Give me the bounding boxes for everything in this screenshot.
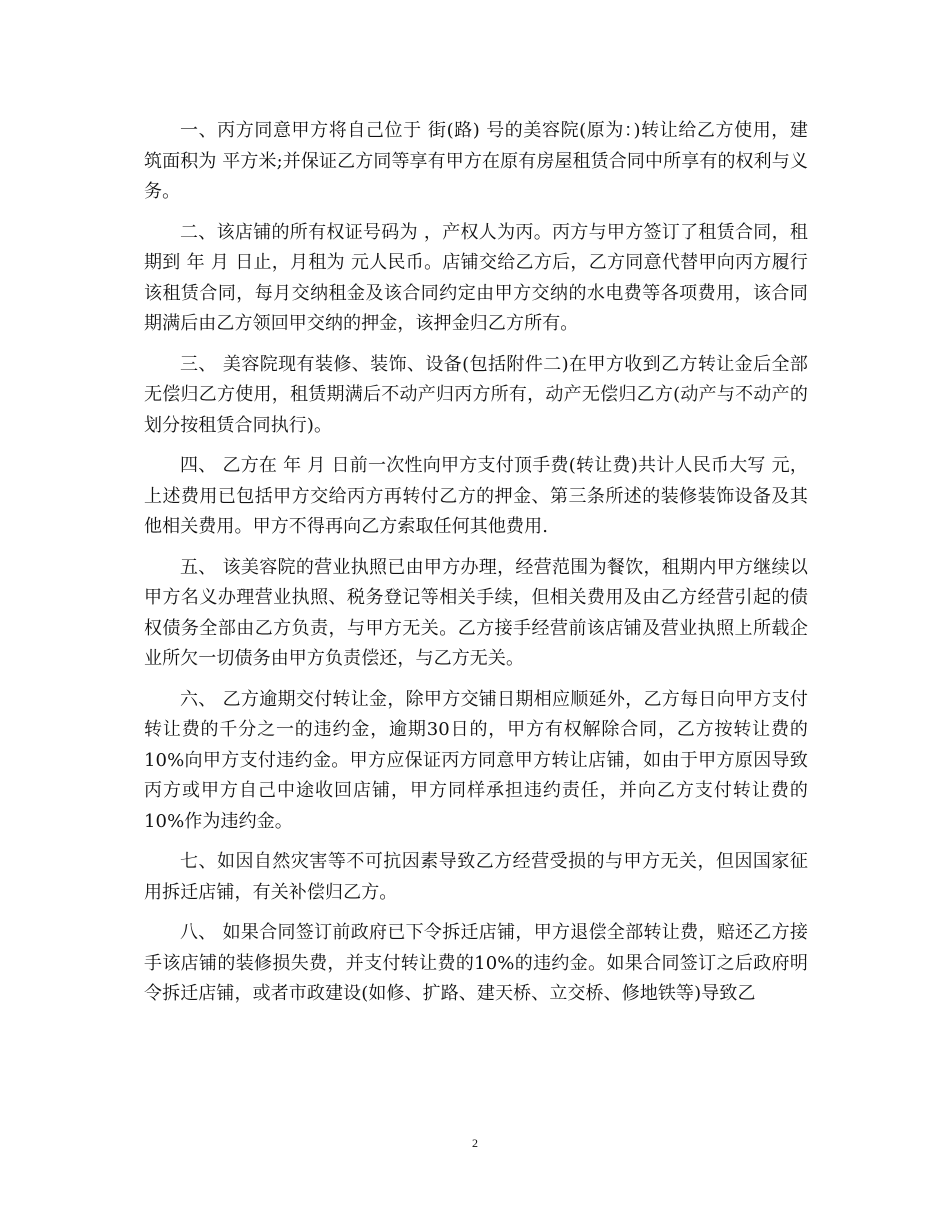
clause-paragraph-6: 六、 乙方逾期交付转让金，除甲方交铺日期相应顺延外，乙方每日向甲方支付转让费的千分之一的违约金，逾期30日的，甲方有权解除合同，乙方按转让费的10%向甲方支付违约金。甲方应保证丙方同意甲方转让店铺，如由于甲方原因导致丙方或甲方自己中途收回店铺，甲方同样承担违约责任，并向乙方支付转让费的10%作为违约金。 bbox=[144, 688, 808, 832]
clause-paragraph-8: 八、 如果合同签订前政府已下令拆迁店铺，甲方退偿全部转让费，赔还乙方接手该店铺的装修损失费，并支付转让费的10%的违约金。如果合同签订之后政府明令拆迁店铺，或者市政建设(如修、扩路、建天桥、立交桥、修地铁等)导致乙 bbox=[144, 922, 808, 1004]
clause-paragraph-1: 一、丙方同意甲方将自己位于 街(路) 号的美容院(原为：)转让给乙方使用，建筑面积为 平方米;并保证乙方同等享有甲方在原有房屋租赁合同中所享有的权利与义务。 bbox=[144, 120, 808, 202]
page-number: 2 bbox=[472, 1136, 478, 1150]
clause-paragraph-3: 三、 美容院现有装修、装饰、设备(包括附件二)在甲方收到乙方转让金后全部无偿归乙方使用，租赁期满后不动产归丙方所有，动产无偿归乙方(动产与不动产的划分按租赁合同执行)。 bbox=[144, 353, 808, 436]
clause-paragraph-5: 五、 该美容院的营业执照已由甲方办理，经营范围为餐饮，租期内甲方继续以甲方名义办理营业执照、税务登记等相关手续，但相关费用及由乙方经营引起的债权债务全部由乙方负责，与甲方无关。乙方接手经营前该店铺及营业执照上所载企业所欠一切债务由甲方负责偿还，与乙方无关。 bbox=[144, 556, 808, 669]
clause-paragraph-7: 七、如因自然灾害等不可抗因素导致乙方经营受损的与甲方无关，但因国家征用拆迁店铺，有关补偿归乙方。 bbox=[144, 851, 808, 903]
document-body bbox=[144, 116, 808, 1020]
clause-paragraph-4: 四、 乙方在 年 月 日前一次性向甲方支付顶手费(转让费)共计人民币大写 元，上述费用已包括甲方交给丙方再转付乙方的押金、第三条所述的装修装饰设备及其他相关费用。甲方不得再向乙方索取任何其他费用. bbox=[144, 455, 808, 537]
clause-paragraph-2: 二、该店铺的所有权证号码为 ，产权人为丙。丙方与甲方签订了租赁合同，租期到 年 月 日止，月租为 元人民币。店铺交给乙方后，乙方同意代替甲向丙方履行该租赁合同，每月交纳租金及该合同约定由甲方交纳的水电费等各项费用，该合同期满后由乙方领回甲交纳的押金，该押金归乙方所有。 bbox=[144, 221, 808, 334]
